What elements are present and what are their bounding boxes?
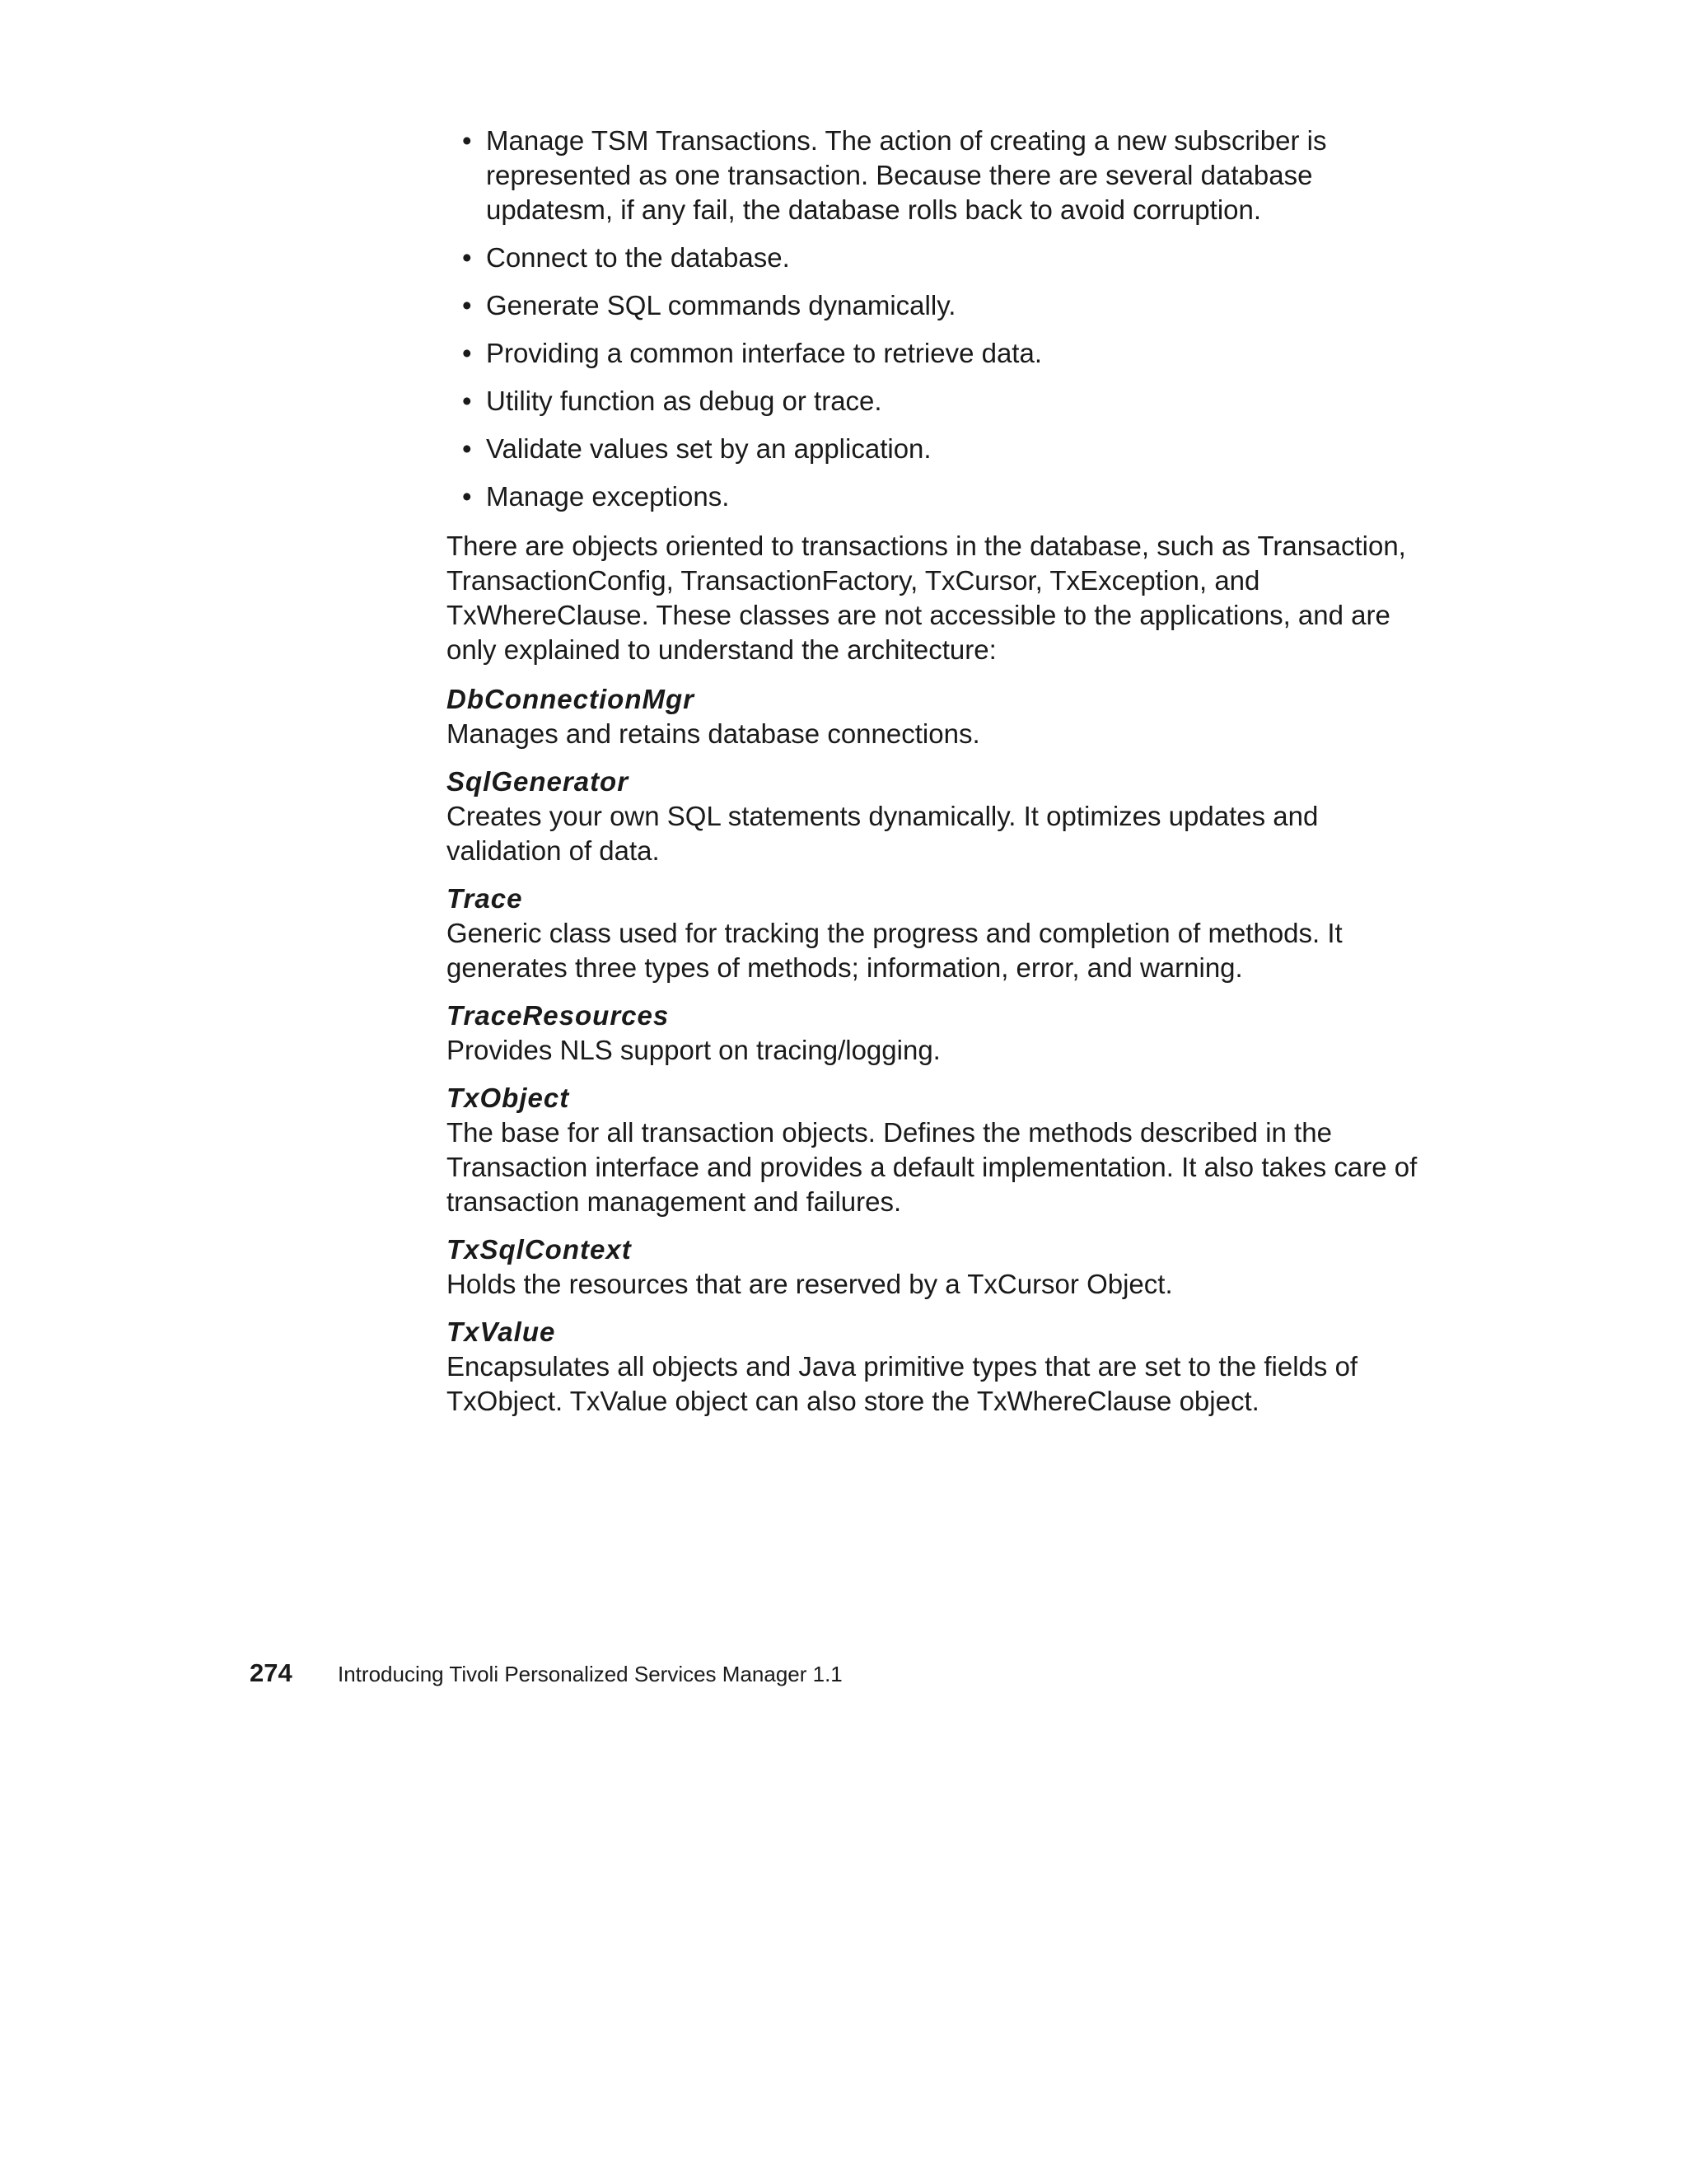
list-item: [446, 124, 1418, 227]
list-item: [446, 384, 1418, 419]
bullet-icon: •: [462, 386, 472, 416]
list-item-text: Manage TSM Transactions. The action of creating a new subscriber is represented as one transaction. Because there are several database updatesm, if any fail, the database rolls back to avoid corruption.: [486, 125, 1327, 225]
list-item-text: Utility function as debug or trace.: [486, 386, 882, 416]
definition-term: TxValue: [446, 1316, 556, 1347]
definition-description: Manages and retains database connections.: [446, 718, 980, 749]
definition-item: [446, 765, 1418, 868]
list-item-text: Validate values set by an application.: [486, 433, 932, 464]
bullet-icon: •: [462, 481, 472, 512]
definition-item: [446, 682, 1418, 751]
page-number: 274: [250, 1658, 292, 1687]
bullet-list: [446, 124, 1418, 514]
bullet-icon: •: [462, 433, 472, 464]
bullet-icon: •: [462, 242, 472, 273]
definition-description: Encapsulates all objects and Java primitive types that are set to the fields of TxObject. TxValue object can also store the TxWhereClause object.: [446, 1351, 1358, 1416]
bullet-icon: •: [462, 125, 472, 156]
page-body: [446, 124, 1418, 1419]
definition-list: [446, 682, 1418, 1419]
list-item: [446, 432, 1418, 466]
page-footer: [250, 1658, 1403, 1688]
definition-item: [446, 1232, 1418, 1302]
list-item-text: Manage exceptions.: [486, 481, 730, 512]
definition-term: TraceResources: [446, 1000, 670, 1031]
definition-description: Holds the resources that are reserved by a TxCursor Object.: [446, 1269, 1173, 1299]
list-item: [446, 336, 1418, 371]
definition-item: [446, 1081, 1418, 1219]
list-item: [446, 241, 1418, 275]
list-item-text: Providing a common interface to retrieve data.: [486, 338, 1043, 368]
definition-term: TxSqlContext: [446, 1234, 632, 1265]
bullet-icon: •: [462, 338, 472, 368]
definition-term: SqlGenerator: [446, 766, 629, 797]
list-item-text: Generate SQL commands dynamically.: [486, 290, 956, 320]
definition-item: [446, 998, 1418, 1068]
definition-item: [446, 882, 1418, 985]
list-item: [446, 288, 1418, 323]
definition-term: Trace: [446, 883, 523, 914]
definition-term: DbConnectionMgr: [446, 684, 694, 714]
list-item: [446, 479, 1418, 514]
definition-item: [446, 1315, 1418, 1419]
definition-description: The base for all transaction objects. Defines the methods described in the Transaction interface and provides a default implementation. It also takes care of transaction management and failures.: [446, 1117, 1418, 1217]
bullet-icon: •: [462, 290, 472, 320]
definition-description: Creates your own SQL statements dynamically. It optimizes updates and validation of data.: [446, 801, 1319, 866]
book-title: Introducing Tivoli Personalized Services Manager 1.1: [338, 1662, 843, 1686]
list-item-text: Connect to the database.: [486, 242, 790, 273]
intro-paragraph: There are objects oriented to transactions in the database, such as Transaction, TransactionConfig, TransactionFactory, TxCursor, TxException, and TxWhereClause. These classes are not accessible to the applications, and are only explained to understand the architecture:: [446, 531, 1406, 665]
definition-term: TxObject: [446, 1083, 570, 1113]
definition-description: Generic class used for tracking the progress and completion of methods. It generates three types of methods; information, error, and warning.: [446, 918, 1343, 983]
definition-description: Provides NLS support on tracing/logging.: [446, 1035, 941, 1065]
